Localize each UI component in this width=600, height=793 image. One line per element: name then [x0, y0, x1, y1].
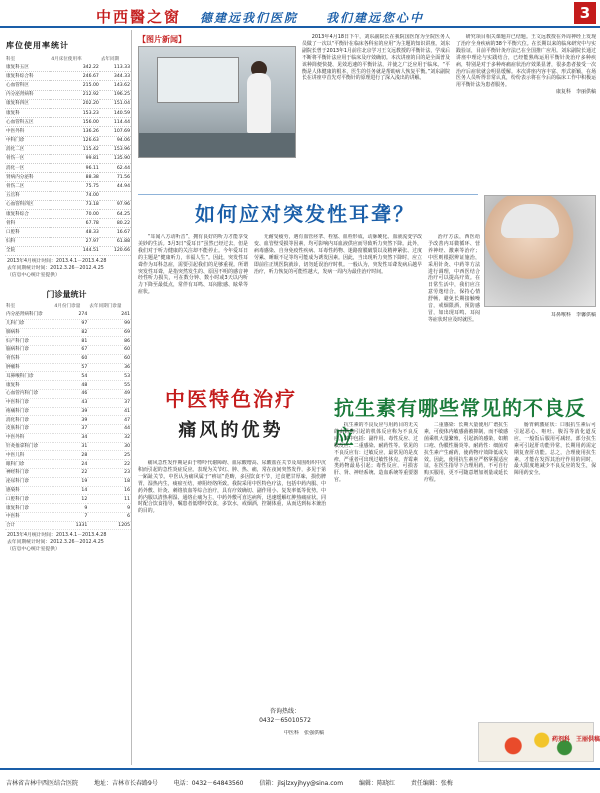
clinic-cell: 81: [53, 337, 88, 346]
bed-usage-cell: 212.92: [50, 90, 100, 99]
bed-usage-cell: 48.33: [50, 228, 100, 237]
bed-usage-cell: 144.51: [50, 246, 100, 255]
clinic-cell: 皮肤科门诊: [5, 425, 53, 434]
bed-usage-cell: 140.59: [100, 108, 131, 117]
clinic-cell: 48: [53, 381, 88, 390]
table-row: [5, 319, 131, 328]
bed-usage-cell: 肾病内分泌科: [5, 173, 50, 182]
bed-usage-cell: 120.66: [100, 246, 131, 255]
clinic-cell: 心血管内科门诊: [5, 389, 53, 398]
bed-usage-cell: 74.00: [50, 191, 100, 200]
clinic-volume-note: [2, 530, 131, 555]
headline-line: 痛风的优势: [178, 420, 284, 441]
clinic-cell: 55: [88, 381, 131, 390]
bed-usage-cell: 114.44: [100, 118, 131, 127]
table-row: [5, 381, 131, 390]
clinic-cell: 97: [53, 319, 88, 328]
hair-shape: [501, 204, 559, 238]
paragraph: 研究项目相关课题并已结题。王文远教授在外周神经上发现了治疗全身疾病的38个平衡穴位。在长期以来的临床研究中与实践验证，目前平衡针灸疗法已在全国推广应用。刘东副院长通过讲座中理论与实践结合，已经能熟练运用平衡针灸治疗多种疾病，特别是对于多种疼痛症状治疗效果显著，很多患者接受一次治疗后症状就会明显缓解。本次讲座内容丰富、形式新颖，在场医务人员听得非常认真，纷纷表示将在今后的临床工作中积极运用平衡针法为患者服务。: [456, 34, 596, 89]
clinic-cell: 82: [53, 328, 88, 337]
article-headline: 如何应对突发性耳聋？: [195, 202, 415, 226]
masthead-logo: 中西醫之窗: [96, 8, 182, 26]
table-row: [5, 164, 131, 173]
table-row: [5, 398, 131, 407]
table-row: [5, 521, 131, 530]
clinic-cell: 消化科门诊: [5, 416, 53, 425]
table-row: [5, 363, 131, 372]
clinic-cell: 眼科门诊: [5, 460, 53, 469]
table-row: [5, 451, 131, 460]
bed-usage-cell: 196.25: [100, 90, 131, 99]
picture-news-text-cont: [456, 34, 596, 188]
bed-usage-cell: 妇科: [5, 237, 50, 246]
clinic-cell: 中医科: [5, 512, 53, 521]
speaker-figure: [247, 73, 271, 133]
bed-usage-cell: 96.11: [50, 164, 100, 173]
clinic-cell: 口腔科门诊: [5, 495, 53, 504]
footer-phone: 电话：0432－64843560: [173, 780, 244, 787]
table-row: [5, 337, 131, 346]
paragraph: 治疗方法，西医给予改善内耳微循环、营养神经、激素等治疗；中医则根据辨证施治，采用针灸、中药等方法进行调理，中西医结合治疗可以提高疗效。在日常生活中，我们应注意劳逸结合，保持心情舒畅，避免长期接触噪音，戒烟限酒，预防感冒，如出现耳鸣、耳闷等症状时应及时就医。: [428, 234, 480, 323]
table-row: [5, 354, 131, 363]
byline: 耳鼻喉科 李馨供稿: [550, 312, 596, 318]
paragraph: 抗生素的不良反应与用药目的无关的由药物引起的机体反应称为不良反应。其中包括：副作用、毒性反应、过敏反应、二重感染、耐药性等。常见的不良反应有：过敏反应，最常见的是皮疹，严重者可出现过敏性休克，青霉素类药物最易引起；毒性反应，可损害肝、肾、神经系统、造血系统等重要器官。: [334, 422, 418, 484]
clinic-header: 4月份门诊量: [54, 303, 81, 309]
consult-hotline: [240, 706, 330, 724]
bed-usage-cell: 143.62: [100, 81, 131, 90]
masthead: [0, 0, 600, 28]
bed-usage-cell: 344.33: [100, 72, 131, 81]
paragraph: 2013年4月18日下午，刘东副院长在我院国医馆为全院医务人员做了一次以“平衡针在临床各科室的应用”为主题的知识讲座。刘东副院长曾于2013年1月前往北京学习王文远教授的平衡针法，学成后不断将平衡针法应用于临床及疗效确切。本次讲座的目的是全面普及该种简便快捷、见效迅速的平衡针法，并使之广泛应用于临床。“平衡是人体健康的根本，医生的任务就是帮助病人恢复平衡。”刘东副院长在讲座中首先对平衡针的原理进行了深入浅出的讲解。: [302, 34, 450, 82]
bed-usage-cell: 215.00: [50, 81, 100, 90]
clinic-cell: 274: [53, 311, 88, 319]
bed-usage-cell: 70.00: [50, 210, 100, 219]
bed-usage-cell: 88.38: [50, 173, 100, 182]
table-row: [5, 228, 131, 237]
clinic-cell: 中医儿科: [5, 451, 53, 460]
clinic-cell: 37: [53, 425, 88, 434]
table-row: [5, 136, 131, 145]
clinic-cell: 32: [88, 433, 131, 442]
table-row: [5, 246, 131, 255]
note-line: 去年同期统计时间：2012.3.26－2012.4.25: [7, 265, 104, 271]
paragraph: 痛风急性发作期是由于嘌呤代谢障碍、血尿酸增高、尿酸盐在关节及周围组织中沉积而引起的急性炎症反应。表现为关节红、肿、热、痛，常在夜间突然发作，多见于第一跖趾关节。中医认为痛风属于“痹证”范畴，多因饮食不节，过食肥甘厚味，损伤脾胃，湿热内生，痰瘀互结，痹阻经络所致。我院采用中医特色疗法，包括中药内服、中药外敷、针灸、刺络放血等综合治疗，具有疗效确切、副作用小、复发率低等优势。中药内服以清热利湿、通络止痛为主，中药外敷可直达病所，迅速缓解红肿热痛症状。同时配合饮食指导，嘱患者低嘌呤饮食，多饮水，戒烟酒，控制体重，从而达到标本兼治的目的。: [138, 460, 326, 515]
clinic-cell: 22: [88, 460, 131, 469]
bed-usage-cell: 全院: [5, 246, 50, 255]
clinic-cell: 37: [88, 398, 131, 407]
table-row: [5, 477, 131, 486]
table-row: [5, 191, 131, 200]
table-row: [5, 389, 131, 398]
note-line: （信息中心统计室提供）: [7, 547, 60, 553]
table-row: [5, 81, 131, 90]
byline: 中医科 张强供稿: [283, 730, 324, 736]
masthead-slogan: 德建远我们医院 我们建远您心中: [200, 11, 425, 25]
footer-editor: 编辑：陈晓红: [358, 780, 395, 787]
table-row: [5, 200, 131, 209]
clinic-cell: 60: [88, 354, 131, 363]
table-row: [5, 99, 131, 108]
table-row: [5, 460, 131, 469]
clinic-cell: 34: [53, 433, 88, 442]
clinic-cell: 22: [53, 469, 88, 478]
footer-email: 信箱：jlsjlzxyjhyy@sina.com: [259, 780, 344, 787]
bed-usage-cell: [100, 191, 131, 200]
clinic-cell: 99: [88, 319, 131, 328]
bed-usage-cell: 156.00: [50, 118, 100, 127]
bed-usage-cell: 64.25: [100, 210, 131, 219]
bed-usage-cell: 126.63: [50, 136, 100, 145]
table-row: [5, 63, 131, 72]
clinic-cell: 19: [53, 477, 88, 486]
byline: 药剂科 王丽供稿: [552, 736, 600, 743]
headline-line: 中医特色治疗: [165, 387, 297, 411]
clinic-cell: 11: [88, 495, 131, 504]
table-row: [5, 173, 131, 182]
table-row: [5, 495, 131, 504]
clinic-cell: 1205: [88, 521, 131, 530]
table-row: [5, 219, 131, 228]
clinic-cell: 1331: [53, 521, 88, 530]
projector-screen: [157, 57, 239, 103]
bed-usage-header: 去年同期: [100, 57, 120, 62]
bed-usage-cell: 康复科: [5, 108, 50, 117]
bed-usage-cell: 113.33: [100, 63, 131, 72]
table-row: [5, 72, 131, 81]
masthead-rule: [0, 26, 600, 28]
bed-usage-cell: 67.78: [50, 219, 100, 228]
bed-usage-cell: 中医外科: [5, 127, 50, 136]
clinic-cell: 6: [88, 512, 131, 521]
clinic-cell: 28: [53, 451, 88, 460]
lecture-desk: [139, 133, 296, 158]
clinic-cell: 内分泌肾病科门诊: [5, 311, 53, 319]
bed-usage-cell: 五官科: [5, 191, 50, 200]
bed-usage-title: 库位使用率统计: [6, 41, 69, 50]
bed-usage-cell: 康复科四区: [5, 99, 50, 108]
ear-illustration-photo: [484, 195, 596, 307]
clinic-cell: 中医外科: [5, 433, 53, 442]
bed-usage-cell: 94.06: [100, 136, 131, 145]
clinic-cell: 耳鼻喉科门诊: [5, 372, 53, 381]
note-line: 去年同期统计时间：2012.3.26－2012.4.25: [7, 540, 104, 546]
bed-usage-cell: 康复科综合科: [5, 72, 50, 81]
stats-sidebar: [2, 30, 132, 765]
article-column: [138, 460, 326, 700]
table-row: [5, 127, 131, 136]
clinic-cell: 43: [53, 398, 88, 407]
article-column: [514, 422, 596, 718]
clinic-cell: 肿瘤科: [5, 363, 53, 372]
paragraph: 二重感染：长期大量使用广谱抗生素，可使体内敏感菌被抑制，而不敏感菌乘机大量繁殖，引起新的感染，如鹅口疮、伪膜性肠炎等。耐药性：细菌对抗生素产生耐药，使药物疗效降低或失效。因此，使用抗生素应严格掌握适应证，在医生指导下合理用药，不可自行购买服用，更不可随意增加剂量或延长疗程。: [424, 422, 508, 484]
table-row: [5, 442, 131, 451]
bed-usage-note: [2, 256, 131, 281]
clinic-cell: 25: [88, 451, 131, 460]
clinic-cell: 41: [88, 407, 131, 416]
clinic-cell: 36: [88, 363, 131, 372]
bed-usage-cell: 342.22: [50, 63, 100, 72]
clinic-cell: 53: [88, 372, 131, 381]
bed-usage-cell: 康复科综合: [5, 210, 50, 219]
bed-usage-cell: 内分泌肾病科: [5, 90, 50, 99]
clinic-cell: 9: [53, 504, 88, 513]
clinic-cell: 疼痛科门诊: [5, 407, 53, 416]
bed-usage-cell: 115.42: [50, 145, 100, 154]
note-line: （信息中心统计室提供）: [7, 272, 60, 278]
hotline-number: 0432－65010572: [259, 717, 311, 724]
bed-usage-cell: 消化二区: [5, 145, 50, 154]
clinic-cell: 241: [88, 311, 131, 319]
bed-usage-cell: 16.67: [100, 228, 131, 237]
clinic-volume-title: 门诊量统计: [46, 289, 87, 299]
paragraph: 无耐受疲劳，遇有血管痉挛、栓塞、血栓形成，动脉硬化、血液流变学改变、血管壁受损等因素，均可影响内耳血液供应而导致听力突然下降。此外，病毒感染、自身免疫性疾病、耳毒性药物、迷路窗膜破裂以及精神紧张、过度劳累、睡眠不足等均可能成为诱发因素。因此，当出现听力突然下降时，应立即前往正规医院就诊，切勿延误治疗时机。一般认为，突发性耳聋发病后越早治疗，听力恢复的可能性越大，发病一周内为最佳治疗时间。: [254, 234, 422, 275]
clinic-cell: 47: [88, 416, 131, 425]
article-column: [484, 312, 596, 372]
clinic-cell: 86: [88, 337, 131, 346]
clinic-cell: 针灸推拿科门诊: [5, 442, 53, 451]
picture-news-text: [302, 34, 450, 188]
article-column: [254, 234, 422, 374]
article-column: [424, 422, 508, 722]
bed-usage-cell: 136.26: [50, 127, 100, 136]
bed-usage-cell: 97.96: [100, 200, 131, 209]
note-line: 2013年4月统计时间：2013.4.1－2013.4.28: [7, 533, 107, 539]
clinic-cell: 39: [53, 407, 88, 416]
clinic-cell: 67: [53, 346, 88, 355]
clinic-cell: 感染科: [5, 486, 53, 495]
clinic-volume-table: [5, 303, 131, 531]
clinic-cell: 康复科门诊: [5, 504, 53, 513]
table-row: [5, 237, 131, 246]
clinic-cell: 肺病科: [5, 328, 53, 337]
footer-org: 吉林省吉林中西医结合医院: [6, 780, 79, 787]
bed-usage-cell: 康复科五区: [5, 63, 50, 72]
table-row: [5, 433, 131, 442]
bed-usage-cell: 99.81: [50, 154, 100, 163]
table-row: [5, 469, 131, 478]
bed-usage-cell: 153.96: [100, 145, 131, 154]
clinic-cell: 中医科门诊: [5, 398, 53, 407]
clinic-cell: 泌尿科门诊: [5, 477, 53, 486]
byline: 康复科 李丽供稿: [555, 89, 596, 96]
bed-usage-cell: 骨伤一区: [5, 154, 50, 163]
picture-news-label: 【图片新闻】: [138, 35, 186, 44]
bed-usage-cell: 80.22: [100, 219, 131, 228]
clinic-cell: 7: [53, 512, 88, 521]
article-byline-box: [220, 730, 324, 750]
paragraph: “耳闻八方动听音”，拥有良好的听力才能享受美妙的生活。3月3日“爱耳日”虽然已经过去，但是我们对于听力健康的关注却不能停止。今年爱耳日的主题是“健康听力，幸福人生”。因此，突发性耳聋作为耳科急症，需要引起我们的足够重视。所谓突发性耳聋，是指突然发生的、原因不明的感音神经性听力损失，可在数分钟、数小时或3天以内听力下降至最低点，常伴有耳鸣、耳闷胀感、眩晕等症状。: [138, 234, 248, 296]
table-row: [5, 346, 131, 355]
bed-usage-cell: 中科门诊: [5, 136, 50, 145]
table-row: [5, 425, 131, 434]
table-row: [5, 90, 131, 99]
table-row: [5, 504, 131, 513]
bed-usage-cell: 246.67: [50, 72, 100, 81]
footer-chief-editor: 责任编辑：张梅: [410, 780, 453, 787]
clinic-cell: 30: [88, 442, 131, 451]
bed-usage-cell: 骨科: [5, 219, 50, 228]
bed-usage-cell: 心血管科区: [5, 81, 50, 90]
hotline-label: 咨询热线：: [269, 708, 300, 715]
table-row: [5, 108, 131, 117]
bed-usage-header: 4月床位使用率: [51, 57, 82, 62]
note-line: 2013年4月统计时间：2013.4.1－2013.4.28: [7, 258, 107, 264]
clinic-cell: 18: [88, 477, 131, 486]
clinic-cell: 44: [88, 425, 131, 434]
bed-usage-cell: 心血管科五区: [5, 118, 50, 127]
clinic-header: 科室: [6, 303, 16, 309]
clinic-cell: 合计: [5, 521, 53, 530]
bed-usage-table: [5, 55, 131, 256]
bed-usage-cell: 27.97: [50, 237, 100, 246]
clinic-cell: 康复科: [5, 381, 53, 390]
table-row: [5, 210, 131, 219]
clinic-cell: 54: [53, 372, 88, 381]
bed-usage-cell: 口腔科: [5, 228, 50, 237]
article-column: [428, 234, 480, 374]
clinic-cell: 60: [88, 346, 131, 355]
bed-usage-cell: 骨伤二区: [5, 182, 50, 191]
clinic-cell: 46: [53, 389, 88, 398]
bed-usage-cell: 135.90: [100, 154, 131, 163]
lecture-photo: [138, 46, 296, 158]
bed-usage-cell: 62.44: [100, 164, 131, 173]
bed-usage-cell: 73.18: [50, 200, 100, 209]
clinic-cell: 23: [88, 469, 131, 478]
table-row: [5, 328, 131, 337]
clinic-cell: 57: [53, 363, 88, 372]
table-row: [5, 407, 131, 416]
article-column: [138, 234, 248, 374]
bed-usage-cell: 心血管科四区: [5, 200, 50, 209]
clinic-cell: 神经科门诊: [5, 469, 53, 478]
bed-usage-cell: 153.23: [50, 108, 100, 117]
bed-usage-cell: 44.94: [100, 182, 131, 191]
clinic-cell: 9: [88, 504, 131, 513]
footer-address: 地址：吉林市长春路9号: [93, 780, 158, 787]
clinic-cell: 16: [88, 486, 131, 495]
footer: [0, 768, 600, 793]
table-row: [5, 372, 131, 381]
clinic-header: 去年同期门诊量: [89, 303, 122, 309]
bed-usage-cell: 消化一区: [5, 164, 50, 173]
clinic-cell: 24: [53, 460, 88, 469]
clinic-cell: 妇产科门诊: [5, 337, 53, 346]
article-column: [334, 422, 418, 722]
clinic-cell: 69: [88, 328, 131, 337]
clinic-cell: 39: [53, 416, 88, 425]
table-row: [5, 486, 131, 495]
clinic-cell: 14: [53, 486, 88, 495]
bed-usage-cell: 107.69: [100, 127, 131, 136]
bed-usage-cell: 61.88: [100, 237, 131, 246]
table-row: [5, 182, 131, 191]
clinic-cell: 骨伤科: [5, 354, 53, 363]
paragraph: 肠胃刺激症状：口服抗生素后可引起恶心、呕吐、腹泻等消化道反应，一般饭后服用可减轻。部分抗生素可引起肝功能异常，长期用药需定期复查肝功能。总之，合理使用抗生素，才能在发挥其治疗作用的同时，最大限度地减少不良反应的发生，保障用药安全。: [514, 422, 596, 477]
table-row: [5, 118, 131, 127]
bed-usage-header: 科室: [6, 57, 16, 62]
clinic-cell: 儿科门诊: [5, 319, 53, 328]
clinic-cell: 12: [53, 495, 88, 504]
bed-usage-cell: 151.04: [100, 99, 131, 108]
table-row: [5, 512, 131, 521]
bed-usage-cell: 71.56: [100, 173, 131, 182]
article-headline: [138, 383, 324, 453]
article-headline: 抗生素有哪些常见的不良反应: [334, 396, 586, 449]
clinic-cell: 31: [53, 442, 88, 451]
clinic-cell: 脑病科门诊: [5, 346, 53, 355]
page-number: 3: [574, 2, 596, 24]
table-row: [5, 154, 131, 163]
clinic-cell: 49: [88, 389, 131, 398]
clinic-cell: 60: [53, 354, 88, 363]
table-row: [5, 145, 131, 154]
bed-usage-cell: 75.75: [50, 182, 100, 191]
table-row: [5, 416, 131, 425]
table-row: [5, 311, 131, 319]
bed-usage-cell: 202.20: [50, 99, 100, 108]
